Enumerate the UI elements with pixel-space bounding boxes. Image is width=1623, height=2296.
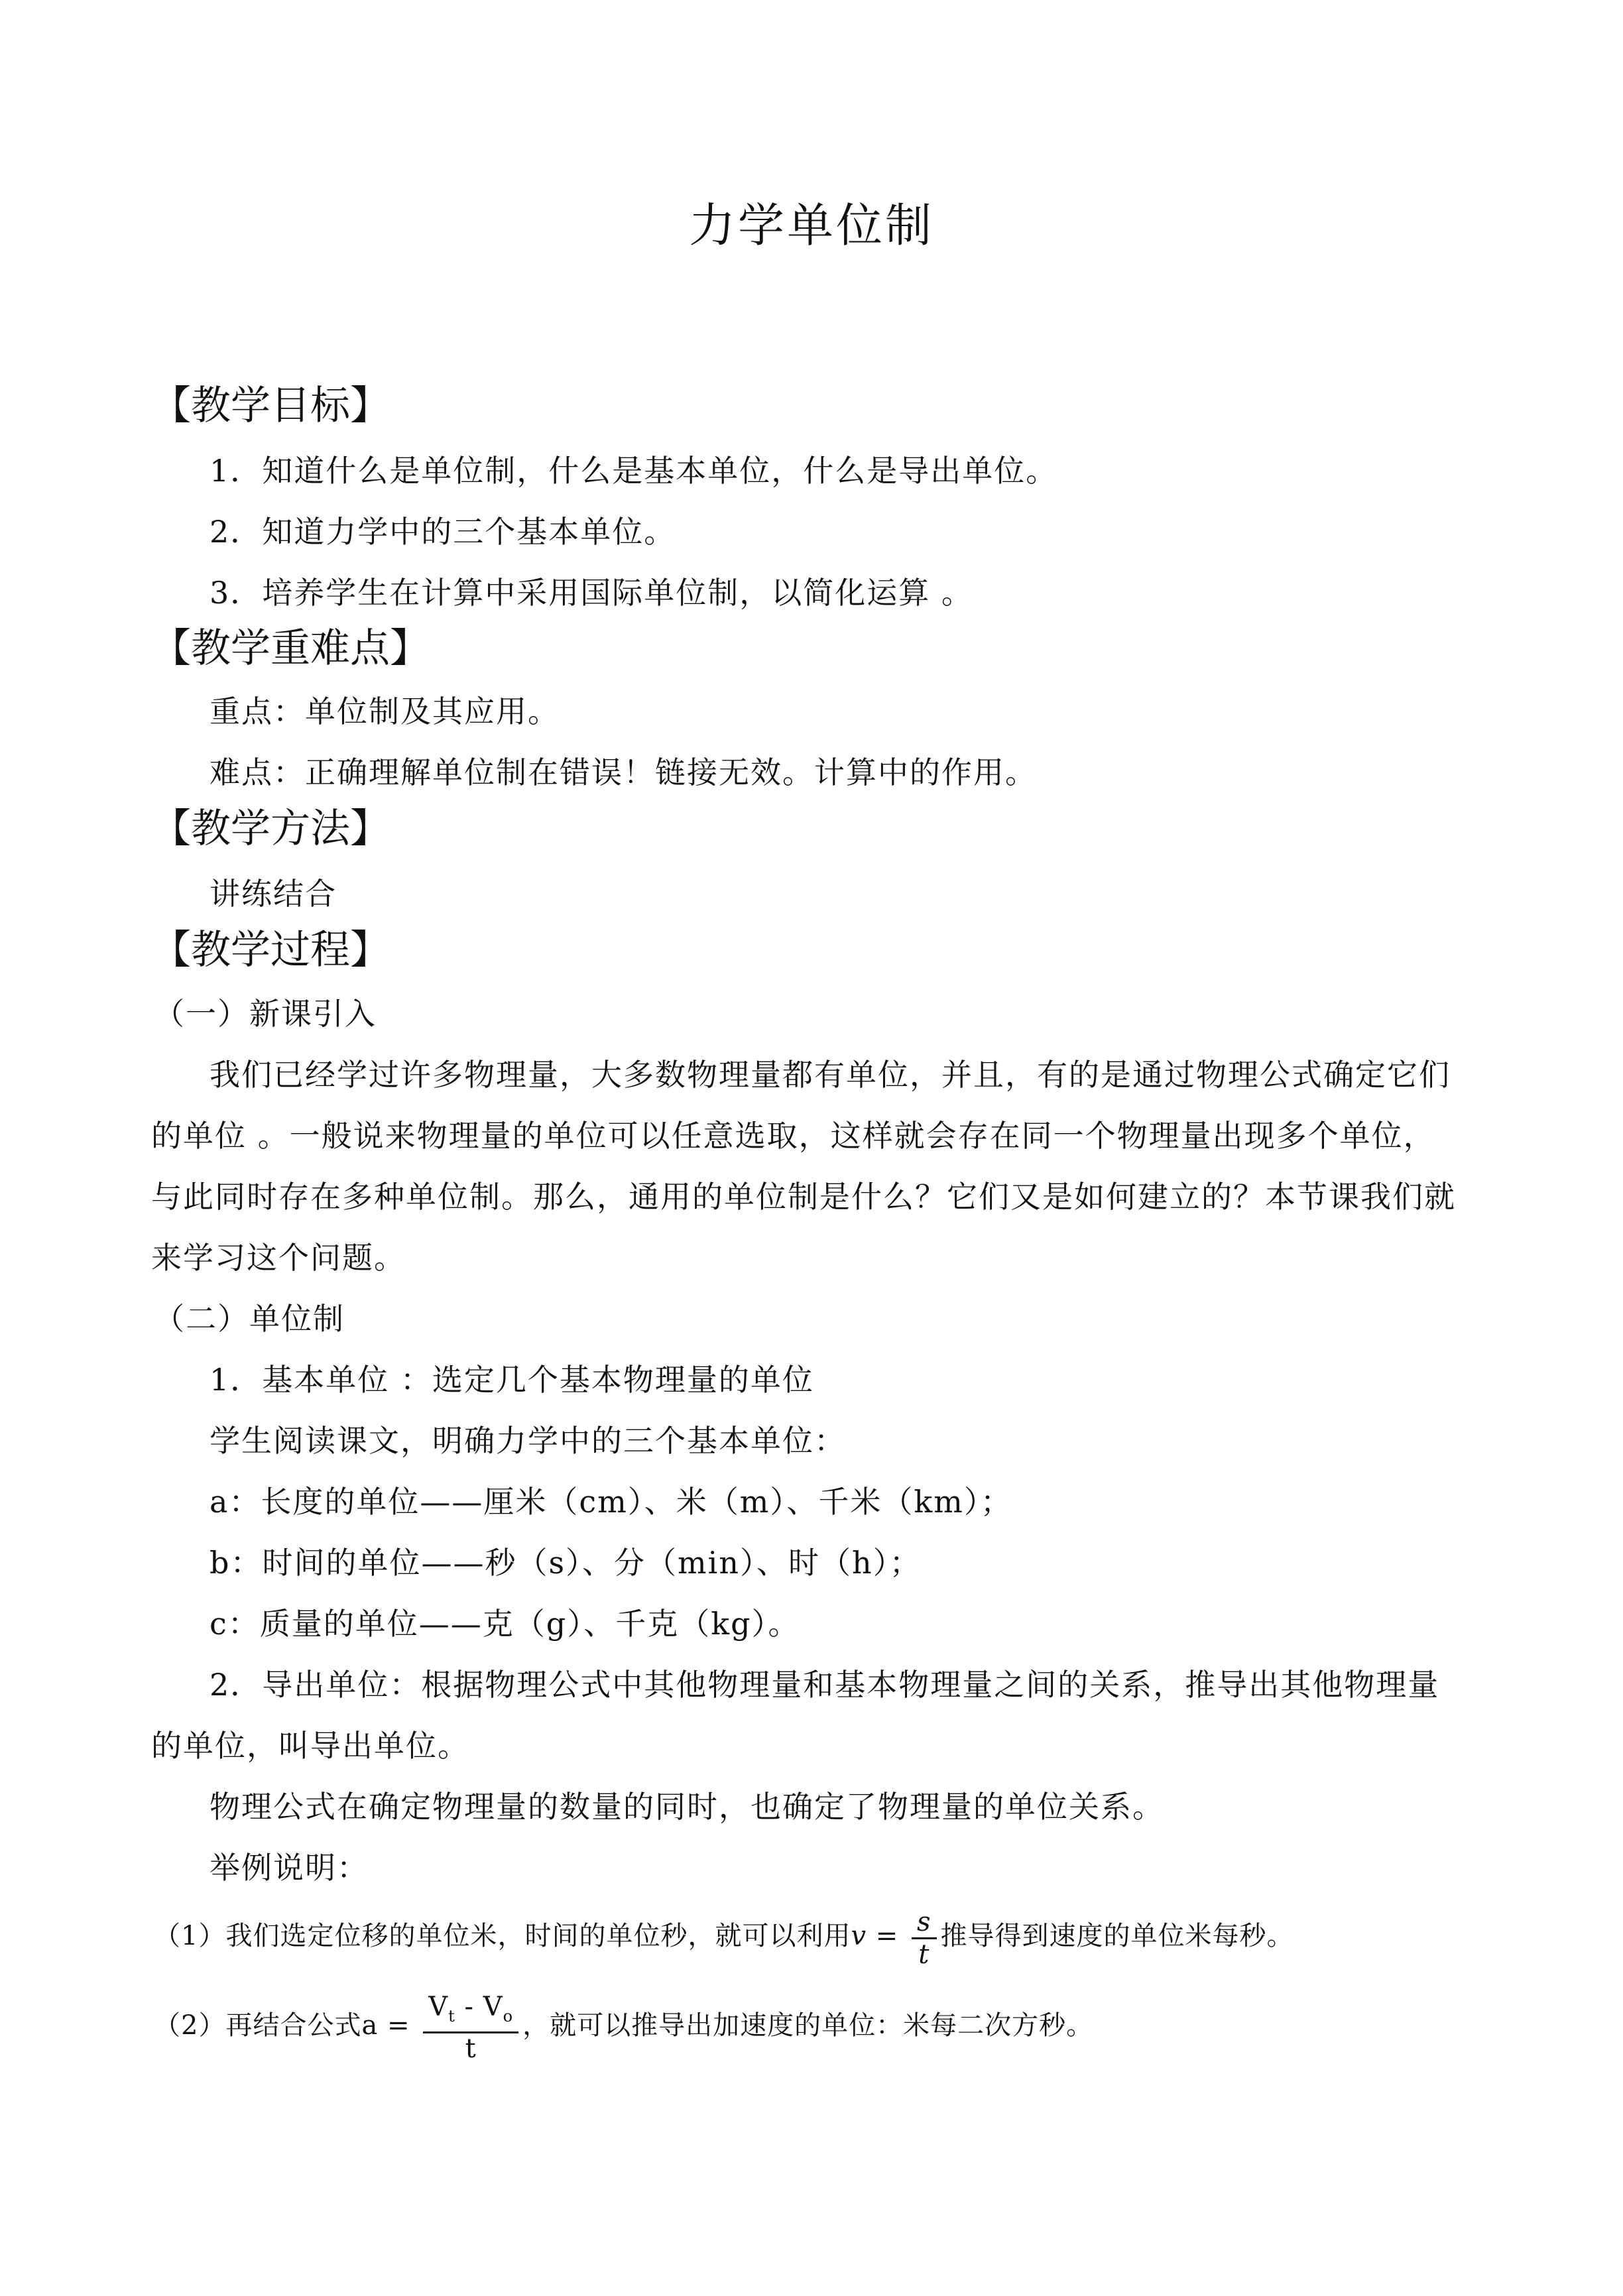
read-text: 学生阅读课文，明确力学中的三个基本单位：	[210, 1423, 846, 1459]
example-2-num-a-sub: t	[448, 2006, 455, 2025]
key-point-focus: 重点：单位制及其应用。	[210, 694, 560, 729]
document-title: 力学单位制	[689, 198, 934, 253]
process-heading: 【教学过程】	[151, 927, 390, 973]
example-1-denominator: t	[918, 1939, 930, 1970]
intro-heading: （一）新课引入	[154, 996, 377, 1032]
objective-item-3: 3．培养学生在计算中采用国际单位制，以简化运算 。	[210, 575, 973, 611]
key-points-heading: 【教学重难点】	[151, 625, 430, 672]
example-1-prefix: （1）我们选定位移的单位米，时间的单位秒，就可以利用	[154, 1921, 851, 1951]
example-1-fraction	[912, 1907, 937, 1970]
example-2-num-b: V	[483, 1991, 503, 2022]
intro-line-3: 与此同时存在多种单位制。那么，通用的单位制是什么？它们又是如何建立的？本节课我们就	[151, 1179, 1456, 1215]
example-2-eq: =	[378, 2010, 420, 2041]
intro-line-4: 来学习这个问题。	[151, 1240, 406, 1276]
example-1-suffix: 推导得到速度的单位米每秒。	[940, 1921, 1294, 1951]
example-2-var: a	[361, 2010, 379, 2041]
base-unit-length: a：长度的单位——厘米（cm）、米（m）、千米（km）；	[210, 1484, 1012, 1520]
example-2-suffix: ，就可以推导出加速度的单位：米每二次方秒。	[522, 2010, 1094, 2041]
example-2-num-op: -	[455, 1991, 483, 2022]
example-2-num-a: V	[428, 1991, 449, 2022]
base-unit-mass: c：质量的单位——克（g）、千克（kg）。	[210, 1606, 800, 1642]
intro-line-2: 的单位 。一般说来物理量的单位可以任意选取，这样就会存在同一个物理量出现多个单位，	[151, 1118, 1435, 1154]
method-heading: 【教学方法】	[151, 806, 390, 852]
example-2-prefix: （2）再结合公式	[154, 2010, 362, 2041]
objective-item-2: 2．知道力学中的三个基本单位。	[210, 514, 676, 550]
units-heading: （二）单位制	[154, 1301, 345, 1337]
example-1	[154, 1903, 1294, 1970]
example-2-fraction	[423, 1992, 518, 2064]
derived-line-1: 2．导出单位：根据物理公式中其他物理量和基本物理量之间的关系，推导出其他物理量	[210, 1667, 1440, 1703]
objectives-heading: 【教学目标】	[151, 383, 390, 429]
base-unit-time: b：时间的单位——秒（s）、分（min）、时（h）；	[210, 1545, 922, 1581]
example-2-numerator	[423, 1992, 518, 2033]
method-text: 讲练结合	[210, 876, 337, 912]
example-2	[154, 1989, 1093, 2064]
base-unit-definition: 1．基本单位 ：选定几个基本物理量的单位	[210, 1362, 814, 1398]
example-2-num-b-sub: o	[503, 2006, 514, 2025]
example-1-eq: =	[867, 1921, 908, 1951]
example-1-var: v	[851, 1921, 867, 1951]
example-1-numerator: s	[912, 1907, 937, 1939]
derived-line-2: 的单位，叫导出单位。	[151, 1728, 469, 1764]
objective-item-1: 1．知道什么是单位制，什么是基本单位，什么是导出单位。	[210, 453, 1058, 489]
formula-note: 物理公式在确定物理量的数量的同时，也确定了物理量的单位关系。	[210, 1789, 1164, 1825]
example-label: 举例说明：	[210, 1850, 369, 1886]
intro-line-1: 我们已经学过许多物理量，大多数物理量都有单位，并且，有的是通过物理公式确定它们	[210, 1057, 1451, 1093]
example-2-denominator: t	[465, 2033, 477, 2064]
key-point-difficulty: 难点：正确理解单位制在错误！链接无效。计算中的作用。	[210, 755, 1037, 790]
